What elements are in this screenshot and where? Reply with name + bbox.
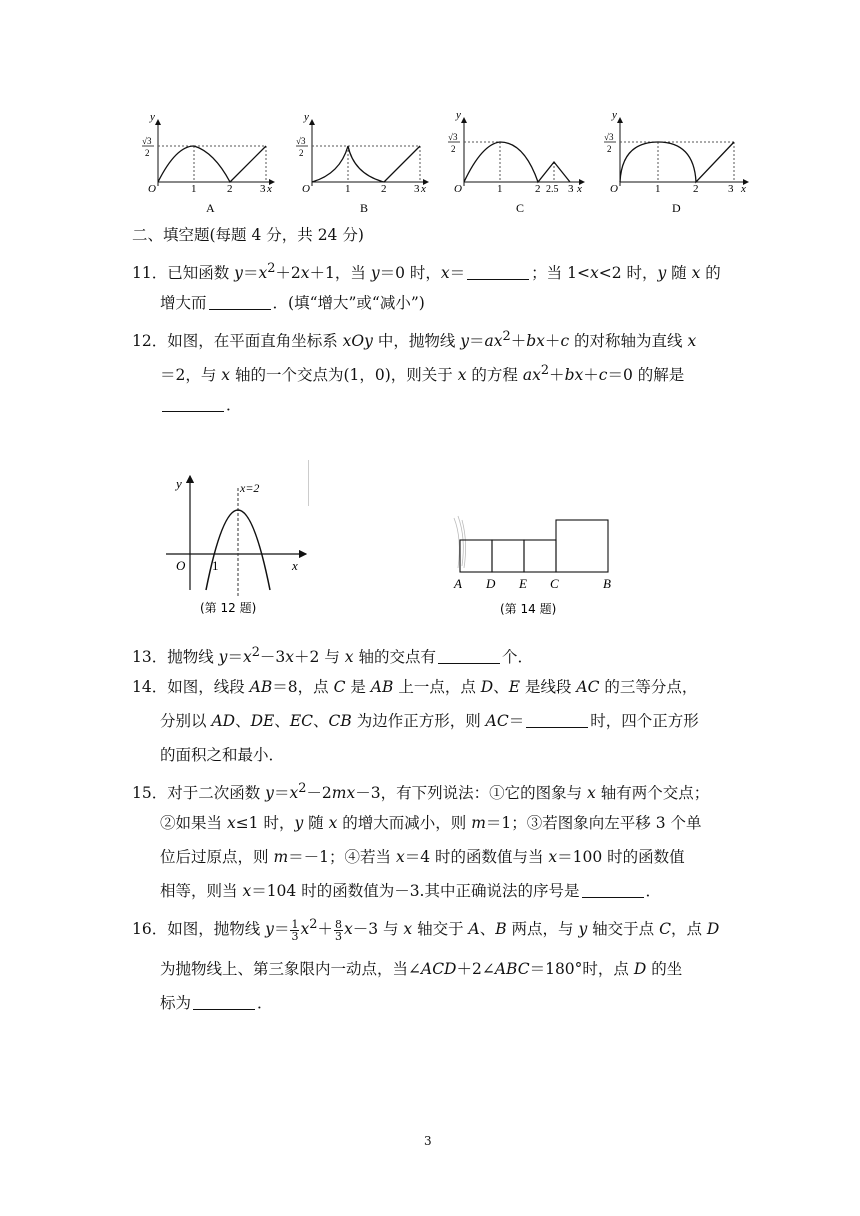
q16-text: 两点，与 [506,920,579,939]
graph-a-x-label: x [267,183,272,195]
q14-text: 时，四个正方形 [590,712,699,730]
q12-var: bx [526,332,545,351]
q11-text: ＝ [449,264,466,283]
q14-line-3: 的面积之和最小． [160,746,285,764]
q15-text: ＝1；③若图象向左平移 3 个单 [485,814,702,832]
q16-text: ＋2∠ [456,960,495,978]
q15-text: 轴有两个交点； [595,784,710,803]
q14-line-1 [132,676,697,698]
q12-sup: 2 [502,329,511,344]
q15-var: x [242,882,252,900]
q11-var: y [234,264,243,283]
q14-text: ＝8，点 [272,678,334,696]
q16-fraction-2 [334,919,343,942]
q15-text: 对于二次函数 [167,784,266,803]
fig14-e: E [519,576,527,591]
q16-text: 轴交于 [412,920,469,939]
fig12-axis-label: x=2 [240,481,260,495]
q12-text: 中，抛物线 [372,332,461,351]
graph-c-y-label: y [456,109,461,121]
q12-var: ax [522,366,541,385]
q15-line-1 [132,778,709,804]
q11-blank-1[interactable] [467,265,529,280]
q15-text: ＝100 时的函数值 [557,848,685,866]
q15-var: x [328,814,338,832]
q16-var: ABC [494,960,530,978]
q14-var: D [480,678,494,696]
fig14-d: D [486,576,496,591]
q14-blank[interactable] [526,713,588,728]
q13-var: y [218,648,228,667]
q12-text: 轴的一个交点为(1，0)，则关于 [230,366,458,385]
q11-text: ＋2 [275,264,301,283]
q12-text: 的方程 [466,366,523,385]
graph-a-origin: O [148,183,156,195]
q15-var: m [273,848,289,866]
graph-a-y-label: y [150,111,155,123]
graph-d-tick-1: 1 [655,183,661,195]
graph-b-sqrt3: √3 [296,136,306,146]
q11-text: ＝ [242,264,259,283]
q14-text: 、 [493,678,509,696]
q15-text: 随 [303,814,329,832]
q16-line-2 [160,958,682,980]
q12-var: c [560,332,570,351]
q16-text: 如图，抛物线 [167,920,266,939]
q12-line-3 [160,394,242,416]
q11-var: y [370,264,380,283]
q14-var: CB [328,712,352,730]
q15-line-3 [160,846,685,868]
section-title: 二、填空题(每题 4 分，共 24 分) [132,226,364,244]
q11-text: ＋1，当 [309,264,371,283]
q15-blank[interactable] [582,883,644,898]
q15-var: x [548,848,558,866]
q16-var: y [578,920,588,939]
q15-text: 的增大而减小，则 [337,814,472,832]
q14-text: 是线段 [520,678,577,696]
graph-c-x-label: x [577,183,582,195]
q16-number: 16． [132,920,168,939]
page-number: 3 [424,1134,432,1148]
graph-a-sqrt3: √3 [142,136,152,146]
q11-blank-2[interactable] [209,295,271,310]
q16-text: ，点 [670,920,707,939]
q11-text: <2 时， [598,264,658,283]
scan-artifact [308,460,309,506]
q14-var: E [508,678,521,696]
q13-sup: 2 [251,645,260,660]
q13-line [132,642,533,668]
fig12-one: 1 [212,558,219,573]
q16-text: ＝180°时，点 [529,960,634,978]
q11-text: 增大而 [160,294,207,312]
q12-text: ＋ [544,332,561,351]
graph-c-label: C [516,201,525,215]
fig12-caption: (第 12 题) [200,601,257,615]
graph-d [604,109,748,215]
fig12-origin: O [176,558,186,573]
q15-var: m [471,814,486,832]
q12-var: y [460,332,470,351]
q15-text: ②如果当 [160,814,227,832]
q16-text: －3 与 [352,920,404,939]
q12-text: ＝2，与 [160,366,222,385]
q16-var: y [265,920,274,939]
q11-text: 随 [666,264,692,283]
q14-text: 、 [235,712,251,730]
graph-d-tick-3: 3 [728,183,734,195]
graph-c-tick-3: 3 [568,183,574,195]
q16-line-1 [132,914,719,942]
q15-text: －3，有下列说法：①它的图象与 [355,784,588,803]
q12-text: 如图，在平面直角坐标系 [167,332,343,351]
q15-text: －2 [306,784,332,803]
q14-number: 14． [132,678,168,696]
q15-line-4 [160,880,661,902]
q16-var: B [495,920,507,939]
q16-var: x [300,920,310,939]
q16-text: 为抛物线上、第三象限内一动点，当∠ [160,960,421,978]
q16-frac-num: 8 [334,917,342,931]
q13-text: 轴的交点有 [353,648,436,667]
q14-text: ＝ [508,712,525,730]
graph-d-tick-2: 2 [693,183,699,195]
q16-var: x [403,920,413,939]
q14-text: 是 [345,678,371,696]
q13-text: ＝ [227,648,243,667]
q11-text: 已知函数 [167,264,235,283]
graph-d-label: D [672,201,681,215]
q11-text: ．(填“增大”或“减小”) [272,294,425,312]
q12-text: 的对称轴为直线 [569,332,688,351]
q14-var: AD [211,712,236,730]
q12-text: ＋ [510,332,527,351]
top-graphs [136,108,756,218]
q11-var: x [258,264,268,283]
graph-a-tick-3: 3 [260,183,266,195]
q16-frac-num: 1 [291,917,299,931]
graph-b-den: 2 [299,148,304,158]
q13-text: ＋2 与 [294,648,345,667]
graph-c-tick-2: 2 [535,183,541,195]
graph-c-den: 2 [451,144,456,154]
q16-blank[interactable] [193,995,255,1010]
q12-var: x [687,332,697,351]
q14-text: 、 [313,712,329,730]
graph-a [142,111,274,215]
q14-text: 、 [274,712,290,730]
square-ec [524,540,556,572]
square-ad [460,540,492,572]
q16-frac-den: 3 [291,929,299,943]
q14-text: 分别以 [160,712,212,730]
q15-text: ≤1 时， [235,814,295,832]
q15-text: ＝－1；④若当 [288,848,396,866]
q14-var: EC [289,712,314,730]
graph-a-den: 2 [145,148,150,158]
q12-var: xOy [342,332,373,351]
q14-text: 上一点，点 [393,678,481,696]
graph-b-tick-3: 3 [414,183,420,195]
q13-var: x [242,648,252,667]
graph-c [448,109,584,215]
q14-text: 如图，线段 [167,678,250,696]
fig14-a: A [454,576,462,591]
q15-var: mx [331,784,356,803]
q15-text: ． [645,882,662,900]
q11-sup: 2 [267,261,276,276]
q14-var: AC [485,712,509,730]
graph-b-origin: O [302,183,310,195]
q15-text: ＝4 时的函数值与当 [404,848,549,866]
graph-a-label: A [206,201,215,215]
q13-text: 抛物线 [167,648,219,667]
q12-blank[interactable] [162,397,224,412]
q16-text: ＋ [317,920,333,939]
q12-text: ＋ [549,366,565,385]
fig12-x-label: x [292,558,298,573]
graph-b-tick-1: 1 [345,183,351,195]
q13-var: x [285,648,295,667]
q12-text: ＝0 的解是 [607,366,685,385]
square-cb [556,520,608,572]
fig14-c: C [550,576,559,591]
square-de [492,540,524,572]
fig14-b: B [603,576,611,591]
q14-var: AB [249,678,273,696]
q11-var: x [440,264,450,283]
q12-sup: 2 [540,363,550,378]
q16-sup: 2 [309,917,318,932]
q16-text: ＝ [273,920,290,939]
graph-b-tick-2: 2 [381,183,387,195]
q16-var: x [343,920,353,939]
q15-var: y [265,784,274,803]
q14-var: DE [250,712,275,730]
q13-blank[interactable] [438,649,500,664]
figure-12 [160,460,320,620]
q11-line-1 [132,258,721,284]
q15-line-2 [160,812,701,834]
graph-d-den: 2 [607,144,612,154]
q12-var: bx [564,366,584,385]
q16-var: ACD [421,960,457,978]
graph-d-origin: O [610,183,618,195]
q12-var: x [221,366,231,385]
graph-c-sqrt3: √3 [448,132,458,142]
graph-d-sqrt3: √3 [604,132,614,142]
q12-number: 12． [132,332,168,351]
figure-14 [448,508,628,622]
q15-text: ＝104 时的函数值为－3.其中正确说法的序号是 [251,882,580,900]
q16-text: 标为 [160,994,192,1012]
q11-number: 11． [132,264,168,283]
graph-c-origin: O [454,183,462,195]
q15-var: y [294,814,304,832]
graph-d-y-label: y [612,109,617,121]
q16-fraction-1 [290,919,299,942]
q13-text: －3 [259,648,286,667]
q15-var: x [226,814,236,832]
q14-text: 的三等分点， [599,678,698,696]
q15-var: x [289,784,299,803]
graph-d-x-label: x [741,183,746,195]
graph-c-tick-25: 2.5 [546,184,559,195]
q14-var: AB [370,678,394,696]
q15-text: 相等，则当 [160,882,243,900]
q16-var: A [468,920,480,939]
q16-text: 轴交于点 [587,920,660,939]
q16-frac-den: 3 [334,929,342,943]
q15-number: 15． [132,784,168,803]
fig14-caption: (第 14 题) [500,602,557,616]
q16-line-3 [160,992,273,1014]
q11-var: y [657,264,667,283]
q15-text: ＝ [273,784,290,803]
q12-text: ＝ [469,332,485,351]
q15-text: 位后过原点，则 [160,848,274,866]
q16-var: C [659,920,671,939]
graph-b [296,111,428,215]
q14-text: 为边作正方形，则 [351,712,486,730]
graph-b-y-label: y [304,111,309,123]
q16-text: 、 [479,920,496,939]
q11-var: x [691,264,701,283]
graph-b-x-label: x [421,183,426,195]
q16-text: ． [257,994,273,1012]
q12-var: x [457,366,467,385]
q15-var: x [395,848,405,866]
q12-var: ax [484,332,503,351]
q15-sup: 2 [298,781,307,796]
q12-line-1 [132,326,696,352]
q13-text: 个． [501,648,533,667]
q13-var: x [344,648,354,667]
graph-a-tick-1: 1 [191,183,197,195]
q11-text: ＝0 时， [379,264,441,283]
q16-var: D [706,920,720,939]
q12-text: ＋ [583,366,599,385]
q11-var: x [589,264,599,283]
q11-text: ；当 1< [531,264,590,283]
q12-var: c [598,366,608,385]
q13-number: 13． [132,648,168,667]
graph-b-label: B [360,201,369,215]
q12-text: ． [226,396,242,414]
q12-line-2 [160,360,684,386]
q15-var: x [587,784,596,803]
graph-a-tick-2: 2 [227,183,233,195]
q11-text: 的 [700,264,721,283]
graph-c-tick-1: 1 [497,183,503,195]
fig12-y-label: y [176,476,182,491]
q11-var: x [300,264,310,283]
q14-var: AC [576,678,600,696]
q14-var: C [333,678,346,696]
q11-line-2 [160,292,425,314]
q14-line-2 [160,710,699,732]
q16-var: D [633,960,647,978]
q16-text: 的坐 [646,960,683,978]
